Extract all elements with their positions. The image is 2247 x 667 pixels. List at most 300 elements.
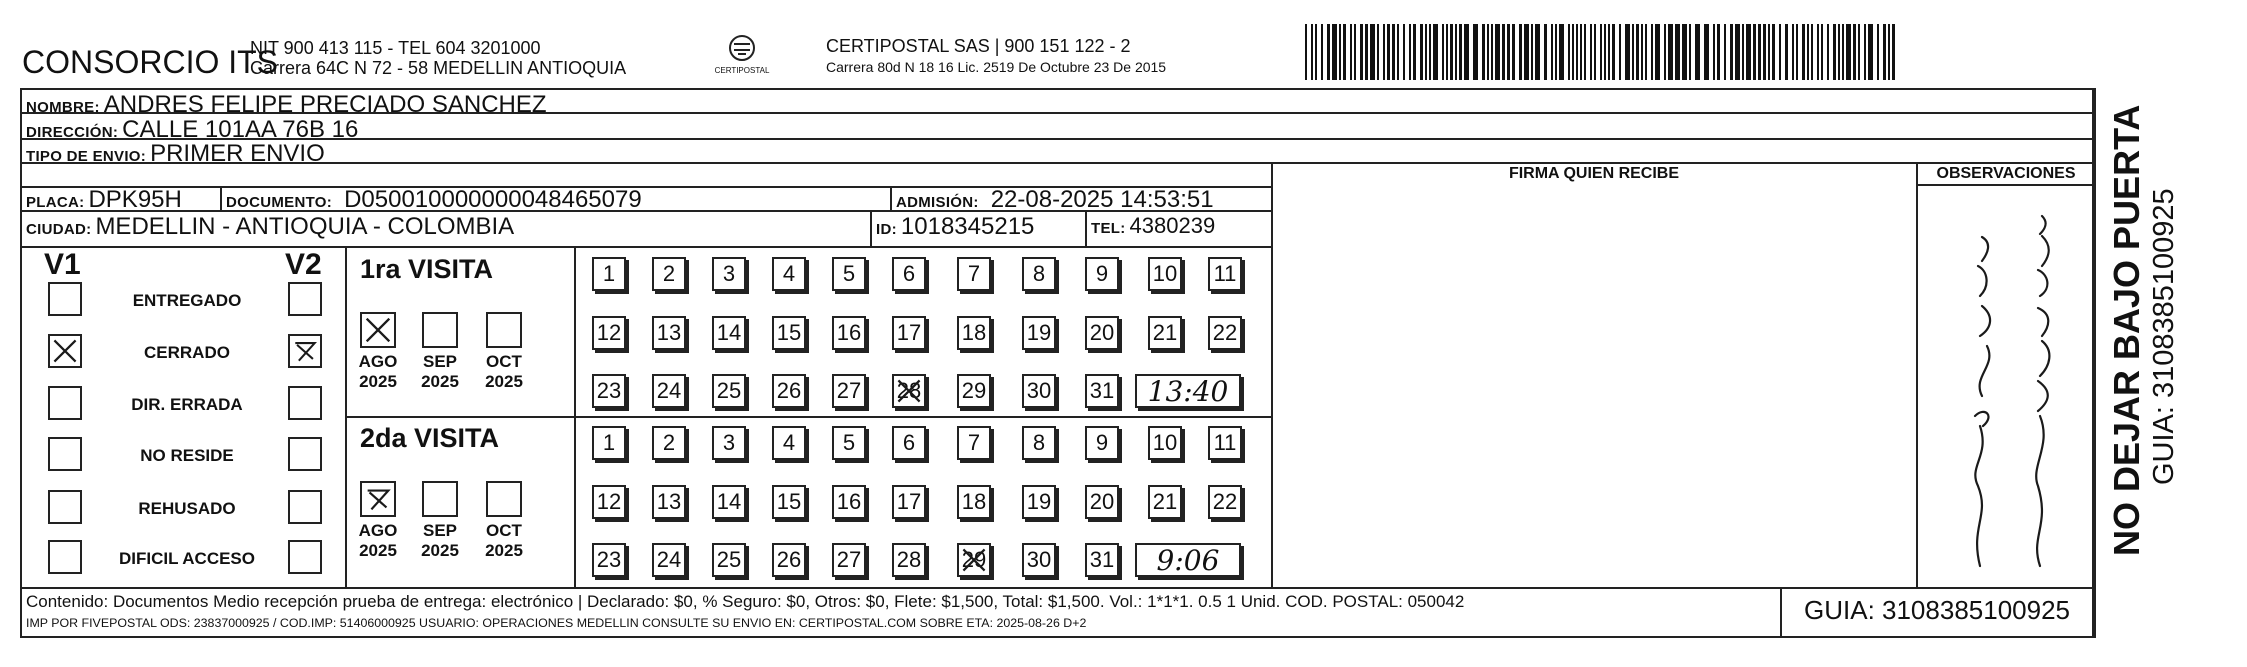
- barcode-bar: [1455, 24, 1457, 80]
- day-cell[interactable]: [652, 485, 686, 519]
- barcode-bar: [1311, 24, 1313, 80]
- barcode-bar: [1704, 24, 1709, 80]
- status-v2-checkbox[interactable]: [288, 540, 322, 574]
- barcode-bar: [1409, 24, 1411, 80]
- day-number: 1: [602, 430, 616, 455]
- status-v1-checkbox[interactable]: [48, 437, 82, 471]
- status-v1-checkbox[interactable]: [48, 282, 82, 316]
- day-number: 24: [656, 378, 682, 403]
- barcode-bar: [1604, 24, 1606, 80]
- day-number: 26: [776, 378, 802, 403]
- barcode-bar: [1833, 24, 1836, 80]
- barcode-bar: [1768, 24, 1770, 80]
- barcode-bar: [1383, 24, 1385, 80]
- barcode-bar: [1600, 24, 1602, 80]
- barcode-bar: [1377, 24, 1379, 80]
- barcode-bar: [1473, 24, 1478, 80]
- day-number: 21: [1152, 489, 1178, 514]
- day-number: 3: [722, 430, 736, 455]
- barcode-bar: [1594, 24, 1596, 80]
- day-cell[interactable]: [592, 426, 626, 460]
- status-v1-checkbox[interactable]: [48, 540, 82, 574]
- day-number: 9: [1095, 430, 1109, 455]
- day-cell[interactable]: [712, 316, 746, 350]
- status-label: DIFICIL ACCESO: [118, 549, 255, 568]
- day-number: 5: [842, 261, 856, 286]
- status-label: CERRADO: [144, 343, 230, 362]
- day-number: 3: [722, 261, 736, 286]
- day-cell[interactable]: [1085, 426, 1119, 460]
- day-number: 8: [1032, 430, 1046, 455]
- day-number: 10: [1152, 261, 1178, 286]
- day-cell[interactable]: [1208, 316, 1242, 350]
- barcode-bar: [1360, 24, 1363, 80]
- day-cell[interactable]: [1148, 257, 1182, 291]
- day-cell[interactable]: [712, 374, 746, 408]
- month-name: SEP: [422, 521, 458, 540]
- day-number: 16: [836, 320, 862, 345]
- day-number: 1: [602, 261, 616, 286]
- tel-label: TEL:: [1091, 220, 1126, 237]
- day-cell[interactable]: [592, 374, 626, 408]
- barcode-bar: [1802, 24, 1805, 80]
- barcode-bar: [1370, 24, 1375, 80]
- barcode-bar: [1792, 24, 1794, 80]
- barcode-bar: [1446, 24, 1448, 80]
- day-cell[interactable]: [892, 426, 926, 460]
- barcode-bar: [1724, 24, 1726, 80]
- barcode-bar: [1420, 24, 1423, 80]
- barcode-bar: [1888, 24, 1890, 80]
- ciudad-value: MEDELLIN - ANTIOQUIA - COLOMBIA: [95, 213, 515, 240]
- day-number: 6: [902, 261, 916, 286]
- day-number: 18: [961, 489, 987, 514]
- visit-title: 1ra VISITA: [360, 254, 494, 284]
- tipo-envio-value: PRIMER ENVIO: [150, 140, 325, 167]
- day-cell[interactable]: [712, 257, 746, 291]
- barcode-bar: [1619, 24, 1621, 80]
- barcode-bar: [1491, 24, 1493, 80]
- day-number: 29: [961, 378, 987, 403]
- day-cell[interactable]: [712, 426, 746, 460]
- barcode-bar: [1785, 24, 1788, 80]
- day-number: 20: [1089, 320, 1115, 345]
- day-number: 22: [1212, 320, 1238, 345]
- day-cell[interactable]: [712, 485, 746, 519]
- month-label: [479, 352, 529, 392]
- certipostal-line2: Carrera 80d N 18 16 Lic. 2519 De Octubre 23 De 2015: [826, 59, 1167, 75]
- day-number: 19: [1026, 320, 1052, 345]
- day-cell[interactable]: [1148, 485, 1182, 519]
- day-cell[interactable]: [1085, 543, 1119, 577]
- barcode-bar: [1321, 24, 1323, 80]
- barcode-bar: [1612, 24, 1615, 80]
- barcode-bar: [1641, 24, 1643, 80]
- month-name: OCT: [486, 352, 522, 371]
- day-cell[interactable]: [892, 374, 926, 408]
- day-cell[interactable]: [957, 374, 991, 408]
- day-cell[interactable]: [1148, 426, 1182, 460]
- day-cell[interactable]: [592, 543, 626, 577]
- visit-time-box[interactable]: [1135, 374, 1241, 408]
- barcode-bar: [1551, 24, 1553, 80]
- day-number: 6: [902, 430, 916, 455]
- barcode-bar: [1811, 24, 1813, 80]
- day-cell[interactable]: [1022, 374, 1056, 408]
- barcode-bar: [1519, 24, 1522, 80]
- day-cell[interactable]: [892, 316, 926, 350]
- address-line: Carrera 64C N 72 - 58 MEDELLIN ANTIOQUIA: [250, 58, 627, 78]
- day-number: 26: [776, 547, 802, 572]
- status-v1-checkbox[interactable]: [48, 386, 82, 420]
- observaciones-label: OBSERVACIONES: [1936, 165, 2076, 182]
- footer-guia: GUIA: 3108385100925: [1804, 595, 2070, 625]
- barcode-bar: [1568, 24, 1570, 80]
- barcode-bar: [1502, 24, 1505, 80]
- tipo-envio-row: [26, 140, 325, 168]
- status-v1-checkbox[interactable]: [48, 490, 82, 524]
- barcode-bar: [1807, 24, 1809, 80]
- barcode-bar: [1689, 24, 1691, 80]
- day-cell[interactable]: [892, 543, 926, 577]
- placa-label: PLACA:: [26, 194, 85, 211]
- day-cell[interactable]: [1085, 257, 1119, 291]
- barcode-bar: [1664, 24, 1666, 80]
- barcode-bar: [1555, 24, 1557, 80]
- admision-row: [896, 186, 1214, 214]
- day-cell[interactable]: [832, 485, 866, 519]
- barcode-bar: [1482, 24, 1485, 80]
- month-checkbox[interactable]: [422, 481, 458, 517]
- barcode-bar: [1403, 24, 1405, 80]
- barcode-bar: [1507, 24, 1510, 80]
- barcode-bar: [1590, 24, 1592, 80]
- barcode-bar: [1821, 24, 1823, 80]
- day-cell[interactable]: [1085, 374, 1119, 408]
- month-label: [415, 352, 465, 392]
- day-number: 28: [896, 547, 922, 572]
- day-number: 30: [1026, 547, 1052, 572]
- month-checkbox[interactable]: [422, 312, 458, 348]
- day-number: 23: [596, 378, 622, 403]
- barcode-bar: [1758, 24, 1761, 80]
- barcode-bar: [1779, 24, 1781, 80]
- barcode-bar: [1572, 24, 1574, 80]
- documento-value: D050010000000048465079: [344, 186, 642, 213]
- month-label: [415, 521, 465, 561]
- barcode-bar: [1858, 24, 1860, 80]
- status-v2-checkbox[interactable]: [288, 282, 322, 316]
- day-cell[interactable]: [957, 426, 991, 460]
- certipostal-line1: CERTIPOSTAL SAS | 900 151 122 - 2: [826, 36, 1131, 56]
- day-number: 12: [596, 320, 622, 345]
- barcode-bar: [1339, 24, 1341, 80]
- day-number: 4: [782, 430, 796, 455]
- day-cell[interactable]: [772, 485, 806, 519]
- day-cell[interactable]: [1022, 485, 1056, 519]
- visit-title: 2da VISITA: [360, 423, 500, 453]
- nit-line: NIT 900 413 115 - TEL 604 3201000: [250, 38, 541, 58]
- status-v2-checkbox[interactable]: [288, 490, 322, 524]
- barcode-bar: [1892, 24, 1895, 80]
- day-cell[interactable]: [892, 485, 926, 519]
- barcode-bar: [1305, 24, 1307, 80]
- barcode-bar: [1365, 24, 1368, 80]
- day-cell[interactable]: [1208, 426, 1242, 460]
- v2-label: V2: [285, 248, 322, 281]
- day-cell[interactable]: [1022, 543, 1056, 577]
- day-cell[interactable]: [712, 543, 746, 577]
- month-checkbox[interactable]: [360, 481, 396, 517]
- day-number: 29: [961, 547, 987, 572]
- barcode-bar: [1753, 24, 1756, 80]
- day-cell[interactable]: [772, 426, 806, 460]
- barcode-bar: [1682, 24, 1687, 80]
- v1-label: V1: [44, 248, 81, 281]
- day-cell[interactable]: [1208, 257, 1242, 291]
- day-number: 30: [1026, 378, 1052, 403]
- id-label: ID:: [876, 221, 897, 238]
- day-number: 13: [656, 320, 682, 345]
- barcode-bar: [1735, 24, 1740, 80]
- id-value: 1018345215: [900, 213, 1035, 240]
- status-label: REHUSADO: [138, 499, 236, 518]
- day-cell[interactable]: [832, 316, 866, 350]
- day-number: 28: [896, 378, 922, 403]
- barcode-bar: [1459, 24, 1462, 80]
- barcode-bar: [1327, 24, 1330, 80]
- day-number: 17: [896, 489, 922, 514]
- barcode-bar: [1576, 24, 1578, 80]
- barcode-bar: [1315, 24, 1317, 80]
- day-cell[interactable]: [652, 316, 686, 350]
- day-number: 31: [1089, 378, 1115, 403]
- month-name: AGO: [358, 352, 398, 371]
- day-mark: [959, 545, 989, 575]
- status-v1-checkbox[interactable]: [48, 334, 82, 368]
- barcode-bar: [1730, 24, 1733, 80]
- day-cell[interactable]: [1022, 257, 1056, 291]
- id-row: [876, 213, 1034, 241]
- barcode-bar: [1397, 24, 1399, 80]
- day-cell[interactable]: [652, 426, 686, 460]
- month-checkbox[interactable]: [486, 481, 522, 517]
- barcode-bar: [1827, 24, 1829, 80]
- day-number: 12: [596, 489, 622, 514]
- month-label: [479, 521, 529, 561]
- month-checkbox[interactable]: [360, 312, 396, 348]
- day-cell[interactable]: [652, 374, 686, 408]
- barcode-bar: [1695, 24, 1700, 80]
- day-number: 27: [836, 378, 862, 403]
- status-v2-checkbox[interactable]: [288, 386, 322, 420]
- barcode-bar: [1717, 24, 1720, 80]
- barcode-bar: [1842, 24, 1844, 80]
- month-year: 2025: [421, 541, 459, 560]
- day-cell[interactable]: [592, 257, 626, 291]
- day-cell[interactable]: [772, 257, 806, 291]
- admision-label: ADMISIÓN:: [896, 194, 979, 211]
- day-cell[interactable]: [957, 485, 991, 519]
- day-cell[interactable]: [1085, 316, 1119, 350]
- day-number: 14: [716, 489, 742, 514]
- day-number: 27: [836, 547, 862, 572]
- barcode-bar: [1864, 24, 1866, 80]
- status-label: ENTREGADO: [132, 291, 242, 310]
- barcode-bar: [1387, 24, 1390, 80]
- logo-text: CERTIPOSTAL: [714, 66, 770, 75]
- footer-line1: Contenido: Documentos Medio recepción prueba de entrega: electrónico | Declarado: $0, % Seguro: $0, Otros: $0, Flete: $1,500, Total: $1,500. Vol.: 1*1*1. 0.5 1 Unid. COD. POSTAL: 050042: [26, 592, 1465, 611]
- day-number: 21: [1152, 320, 1178, 345]
- tel-row: [1091, 213, 1215, 239]
- barcode-bar: [1868, 24, 1873, 80]
- day-cell[interactable]: [832, 257, 866, 291]
- barcode-bar: [1877, 24, 1879, 80]
- footer-line2: IMP POR FIVEPOSTAL ODS: 23837000925 / COD.IMP: 51406000925 USUARIO: OPERACIONES MEDELLIN CONSULTE SU ENVIO EN: CERTIPOSTAL.COM SOBRE ETA: 2025-08-26 D+2: [26, 616, 1087, 630]
- day-cell[interactable]: [772, 316, 806, 350]
- barcode-bar: [1487, 24, 1489, 80]
- barcode-bar: [1846, 24, 1851, 80]
- month-name: OCT: [486, 521, 522, 540]
- day-mark: [894, 376, 924, 406]
- barcode-bar: [1746, 24, 1751, 80]
- nombre-row: [26, 91, 547, 119]
- day-number: 4: [782, 261, 796, 286]
- barcode-bar: [1559, 24, 1564, 80]
- day-number: 7: [967, 430, 981, 455]
- barcode-bar: [1796, 24, 1798, 80]
- visit-time: 13:40: [1147, 374, 1229, 408]
- month-year: 2025: [485, 372, 523, 391]
- admision-value: 22-08-2025 14:53:51: [990, 186, 1214, 213]
- day-cell[interactable]: [1022, 316, 1056, 350]
- day-cell[interactable]: [892, 257, 926, 291]
- day-number: 31: [1089, 547, 1115, 572]
- day-number: 25: [716, 547, 742, 572]
- barcode-bar: [1425, 24, 1427, 80]
- certipostal-logo: [712, 30, 772, 80]
- documento-row: [226, 186, 642, 214]
- day-cell[interactable]: [592, 316, 626, 350]
- month-label: [353, 521, 403, 561]
- barcode-bar: [1651, 24, 1653, 80]
- barcode-bar: [1392, 24, 1395, 80]
- day-number: 24: [656, 547, 682, 572]
- month-label: [353, 352, 403, 392]
- status-label: NO RESIDE: [140, 446, 234, 465]
- day-number: 15: [776, 320, 802, 345]
- day-number: 10: [1152, 430, 1178, 455]
- direccion-label: DIRECCIÓN:: [26, 124, 119, 141]
- day-cell[interactable]: [1085, 485, 1119, 519]
- status-v2-checkbox[interactable]: [288, 334, 322, 368]
- status-v2-checkbox[interactable]: [288, 437, 322, 471]
- month-year: 2025: [359, 372, 397, 391]
- direccion-value: CALLE 101AA 76B 16: [122, 116, 359, 143]
- day-cell[interactable]: [1148, 316, 1182, 350]
- barcode-bar: [1450, 24, 1453, 80]
- barcode-bar: [1742, 24, 1744, 80]
- firma-label: FIRMA QUIEN RECIBE: [1508, 165, 1680, 182]
- day-cell[interactable]: [772, 374, 806, 408]
- barcode-bar: [1524, 24, 1529, 80]
- day-cell[interactable]: [652, 543, 686, 577]
- company-name: CONSORCIO ITS: [22, 44, 279, 80]
- day-number: 19: [1026, 489, 1052, 514]
- day-cell[interactable]: [957, 257, 991, 291]
- day-number: 16: [836, 489, 862, 514]
- day-number: 13: [656, 489, 682, 514]
- barcode-bar: [1636, 24, 1639, 80]
- barcode-bar: [1675, 24, 1680, 80]
- barcode-bar: [1464, 24, 1469, 80]
- visit-time-box[interactable]: [1135, 543, 1241, 577]
- barcode-bar: [1713, 24, 1715, 80]
- day-number: 18: [961, 320, 987, 345]
- day-cell[interactable]: [832, 374, 866, 408]
- side-guia: GUIA: 3108385100925: [2148, 188, 2180, 485]
- barcode-bar: [1332, 24, 1337, 80]
- day-number: 2: [662, 261, 676, 286]
- barcode-bar: [1343, 24, 1346, 80]
- nombre-label: NOMBRE:: [26, 99, 100, 116]
- day-cell[interactable]: [957, 543, 991, 577]
- day-number: 11: [1213, 430, 1237, 455]
- barcode-bar: [1838, 24, 1840, 80]
- barcode-bar: [1512, 24, 1515, 80]
- day-number: 22: [1212, 489, 1238, 514]
- day-number: 9: [1095, 261, 1109, 286]
- day-number: 20: [1089, 489, 1115, 514]
- barcode-bar: [1853, 24, 1856, 80]
- side-title: NO DEJAR BAJO PUERTA: [2106, 104, 2147, 556]
- barcode-bar: [1442, 24, 1444, 80]
- barcode-bar: [1625, 24, 1630, 80]
- day-number: 17: [896, 320, 922, 345]
- barcode-bar: [1531, 24, 1533, 80]
- month-name: AGO: [358, 521, 398, 540]
- day-cell[interactable]: [592, 485, 626, 519]
- barcode-bar: [1645, 24, 1647, 80]
- day-number: 2: [662, 430, 676, 455]
- barcode-bar: [1632, 24, 1634, 80]
- day-cell[interactable]: [1208, 485, 1242, 519]
- barcode-bar: [1429, 24, 1431, 80]
- barcode-bar: [1535, 24, 1540, 80]
- day-cell[interactable]: [832, 543, 866, 577]
- placa-value: DPK95H: [88, 186, 182, 213]
- barcode-bar: [1668, 24, 1673, 80]
- day-cell[interactable]: [652, 257, 686, 291]
- tel-value: 4380239: [1129, 213, 1216, 238]
- day-number: 14: [716, 320, 742, 345]
- day-number: 5: [842, 430, 856, 455]
- status-label: DIR. ERRADA: [131, 395, 243, 414]
- month-year: 2025: [485, 541, 523, 560]
- barcode-bar: [1883, 24, 1886, 80]
- day-cell[interactable]: [832, 426, 866, 460]
- day-cell[interactable]: [1022, 426, 1056, 460]
- handwritten-observaciones: [1920, 186, 2092, 586]
- month-checkbox[interactable]: [486, 312, 522, 348]
- barcode: [1305, 24, 1903, 80]
- placa-row: [26, 186, 182, 214]
- day-cell[interactable]: [772, 543, 806, 577]
- visit-time: 9:06: [1156, 543, 1220, 577]
- barcode-bar: [1495, 24, 1500, 80]
- day-cell[interactable]: [957, 316, 991, 350]
- barcode-bar: [1413, 24, 1416, 80]
